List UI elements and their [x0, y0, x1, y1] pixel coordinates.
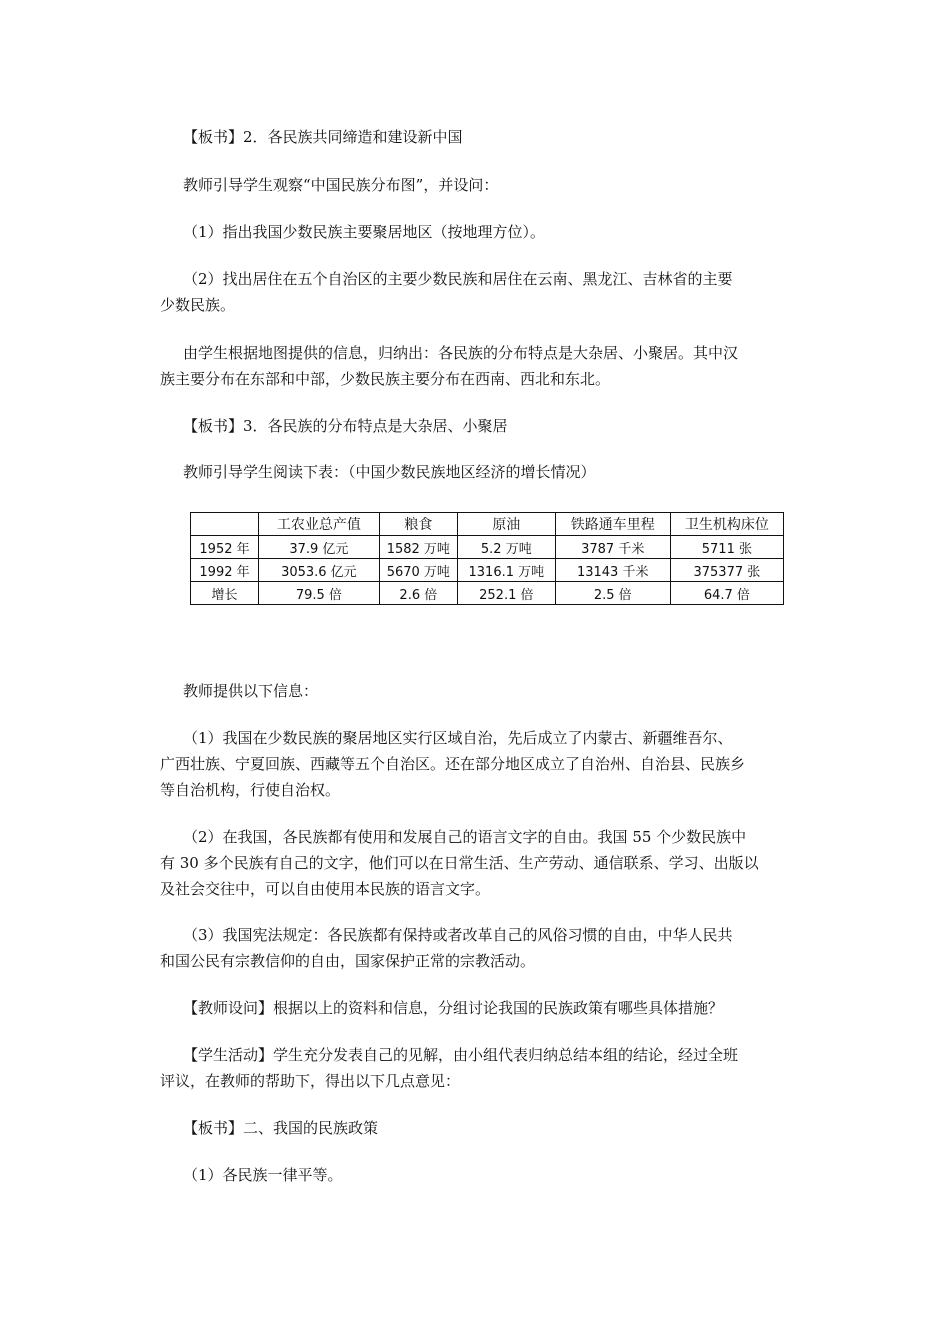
- teacher-guide-table: 教师引导学生阅读下表：（中国少数民族地区经济的增长情况）: [183, 463, 596, 481]
- table-cell: 2.6 倍: [379, 582, 457, 605]
- board-heading-policy: 【板书】二、我国的民族政策: [183, 1119, 379, 1137]
- board-heading-3: 【板书】3．各民族的分布特点是大杂居、小聚居: [183, 417, 508, 435]
- info-2-line-2: 有 30 多个民族有自己的文字，他们可以在日常生活、生产劳动、通信联系、学习、出版以: [160, 854, 759, 872]
- table-cell: 375377 张: [670, 559, 783, 582]
- table-header-cell: 原油: [457, 513, 555, 536]
- table-cell: 13143 千米: [555, 559, 670, 582]
- table-cell: 37.9 亿元: [259, 536, 380, 559]
- table-cell: 1316.1 万吨: [457, 559, 555, 582]
- student-activity-line-2: 评议，在教师的帮助下，得出以下几点意见：: [160, 1072, 461, 1090]
- board-heading-2: 【板书】2．各民族共同缔造和建设新中国: [183, 128, 463, 146]
- teacher-question: 【教师设问】根据以上的资料和信息，分组讨论我国的民族政策有哪些具体措施？: [183, 999, 724, 1017]
- table-header-cell: 粮食: [379, 513, 457, 536]
- table-cell: 1582 万吨: [379, 536, 457, 559]
- info-3-line-1: （3）我国宪法规定：各民族都有保持或者改革自己的风俗习惯的自由，中华人民共: [183, 926, 733, 944]
- table-row: [191, 582, 784, 605]
- info-3-line-2: 和国公民有宗教信仰的自由，国家保护正常的宗教活动。: [160, 952, 536, 970]
- table-cell: 2.5 倍: [555, 582, 670, 605]
- student-activity-line-1: 【学生活动】学生充分发表自己的见解，由小组代表归纳总结本组的结论，经过全班: [183, 1046, 739, 1064]
- policy-item-1: （1）各民族一律平等。: [183, 1166, 343, 1184]
- student-summary-line-1: 由学生根据地图提供的信息，归纳出：各民族的分布特点是大杂居、小聚居。其中汉: [183, 344, 739, 362]
- student-summary-line-2: 族主要分布在东部和中部，少数民族主要分布在西南、西北和东北。: [160, 370, 611, 388]
- table-header-cell: 铁路通车里程: [555, 513, 670, 536]
- table-cell: 1952 年: [191, 536, 259, 559]
- table-row: [191, 559, 784, 582]
- table-header-cell: 卫生机构床位: [670, 513, 783, 536]
- info-2-line-1: （2）在我国，各民族都有使用和发展自己的语言文字的自由。我国 55 个少数民族中: [183, 828, 747, 846]
- question-2-line-2: 少数民族。: [160, 296, 236, 314]
- table-cell: 79.5 倍: [259, 582, 380, 605]
- table-header-cell: 工农业总产值: [259, 513, 380, 536]
- info-1-line-2: 广西壮族、宁夏回族、西藏等五个自治区。还在部分地区成立了自治州、自治县、民族乡: [160, 755, 746, 773]
- table-cell: 3787 千米: [555, 536, 670, 559]
- info-1-line-3: 等自治机构，行使自治权。: [160, 781, 341, 799]
- question-2-line-1: （2）找出居住在五个自治区的主要少数民族和居住在云南、黑龙江、吉林省的主要: [183, 270, 733, 288]
- table-cell: 64.7 倍: [670, 582, 783, 605]
- table-cell: 增长: [191, 582, 259, 605]
- table-header-row: [191, 513, 784, 536]
- table-cell: 3053.6 亿元: [259, 559, 380, 582]
- table-row: [191, 536, 784, 559]
- info-1-line-1: （1）我国在少数民族的聚居地区实行区域自治，先后成立了内蒙古、新疆维吾尔、: [183, 729, 733, 747]
- table-cell: 1992 年: [191, 559, 259, 582]
- teacher-info-intro: 教师提供以下信息：: [183, 682, 319, 700]
- table-cell: 5670 万吨: [379, 559, 457, 582]
- table-cell: 5.2 万吨: [457, 536, 555, 559]
- table-cell: 5711 张: [670, 536, 783, 559]
- question-1: （1）指出我国少数民族主要聚居地区（按地理方位）。: [183, 223, 546, 241]
- teacher-guide-map: 教师引导学生观察“中国民族分布图”，并设问：: [183, 176, 499, 194]
- table-cell: 252.1 倍: [457, 582, 555, 605]
- info-2-line-3: 及社会交往中，可以自由使用本民族的语言文字。: [160, 880, 491, 898]
- table-header-cell: [191, 513, 259, 536]
- economic-growth-table: [190, 512, 784, 605]
